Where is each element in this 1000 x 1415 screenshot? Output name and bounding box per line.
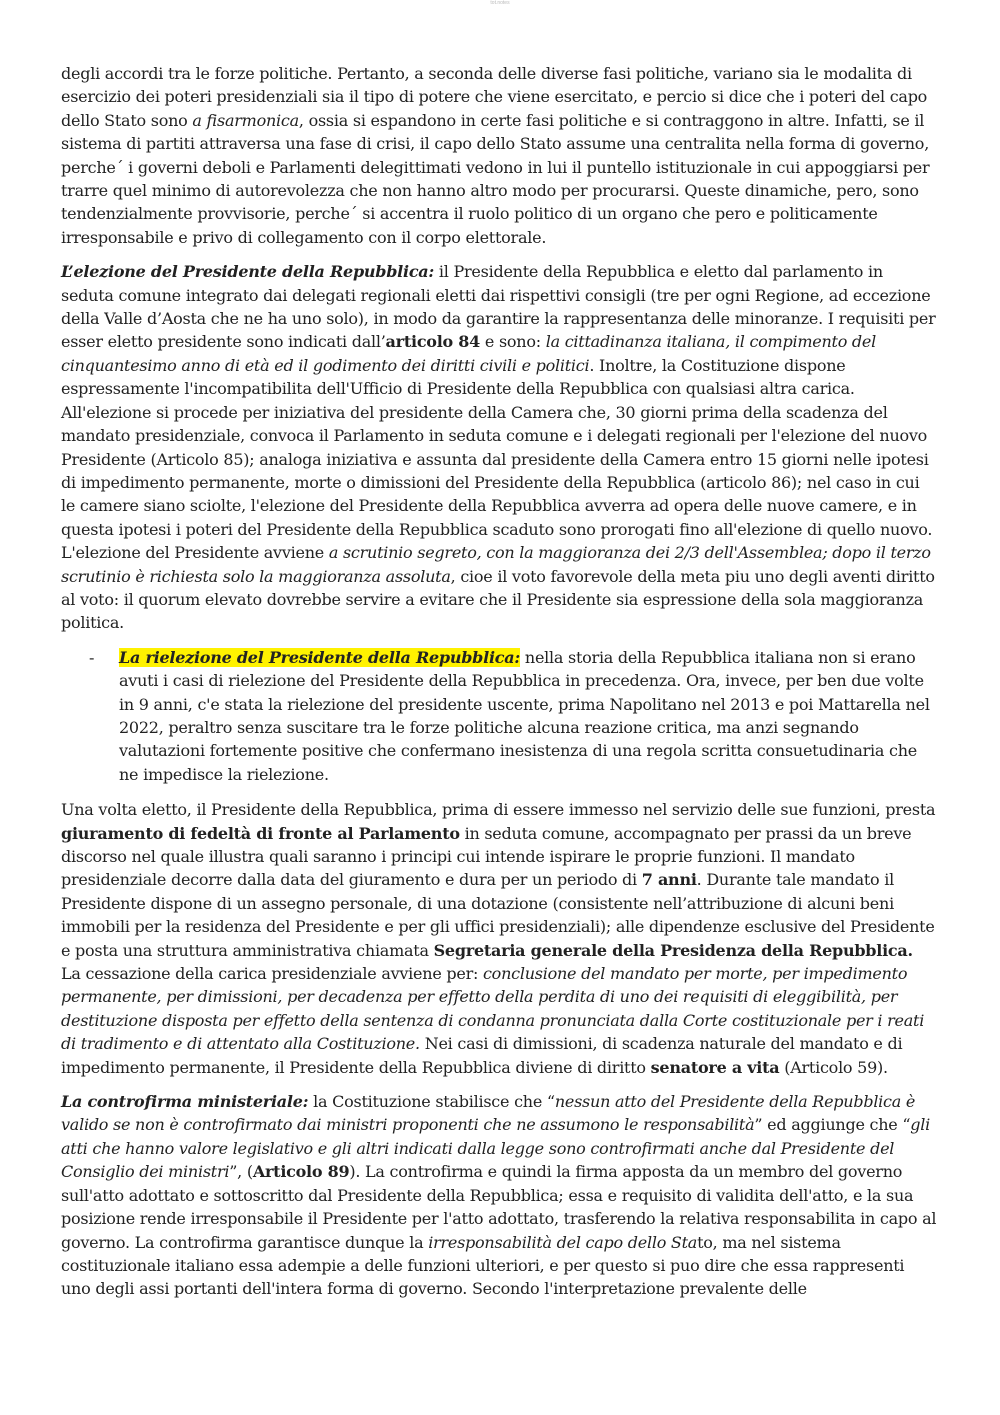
paragraph-controfirma: La controfirma ministeriale: la Costituzione stabilisce che “nessun atto del Presidente della Repubblica è valido se non è controfirmato dai ministri proponenti che ne assumono le responsabilità” ed aggiunge che “gli atti che hanno valore legislativo e gli altri indicati dalla legge sono controfirmati anche dal Presidente del Consiglio dei ministri”, (Articolo 89). La controfirma e quindi la firma apposta da un membro del governo sull'atto adottato e sottoscritto dal Presidente della Repubblica; essa e requisito di validita dell'atto, e la sua posizione rende irresponsabile il Presidente per l'atto adottato, trasferendo la relativa responsabilita in capo al governo. La controfirma garantisce dunque la irresponsabilità del capo dello Stato, ma nel sistema costituzionale italiano essa adempie a delle funzioni ulteriori, e per questo si puo dire che essa rappresenti uno degli assi portanti dell'intera forma di governo. Secondo l'interpretazione prevalente delle [61,1092,937,1299]
bullet-dash: - [89,647,95,667]
highlighted-heading-rielezione: La rielezione del Presidente della Repubblica: [119,647,521,667]
paragraph-giuramento: Una volta eletto, il Presidente della Repubblica, prima di essere immesso nel servizio delle sue funzioni, presta giuramento di fedeltà di fronte al Parlamento in seduta comune, accompagnato per prassi da un breve discorso nel quale illustra quali saranno i principi cui intende ispirare le proprie funzioni. Il mandato presidenziale decorre dalla data del giuramento e dura per un periodo di 7 anni. Durante tale mandato il Presidente dispone di un assegno personale, di una dotazione (consistente nell’attribuzione di alcuni beni immobili per la residenza del Presidente e per gli uffici presidenziali); alle dipendenze esclusive del Presidente e posta una struttura amministrativa chiamata Segretaria generale della Presidenza della Repubblica. La cessazione della carica presidenziale avviene per: conclusione del mandato per morte, per impedimento permanente, per dimissioni, per decadenza per effetto della perdita di uno dei requisiti di eleggibilità, per destituzione disposta per effetto della sentenza di condanna pronunciata dalla Corte costituzionale per i reati di tradimento e di attentato alla Costituzione. Nei casi di dimissioni, di scadenza naturale del mandato e di impedimento permanente, il Presidente della Repubblica diviene di diritto senatore a vita (Articolo 59). [61,800,936,1077]
ref-articolo-84: articolo 84 [385,332,481,352]
ref-articolo-89: Articolo 89 [252,1162,350,1182]
term-7-anni: 7 anni [641,870,697,890]
section-heading-elezione: L’elezione del Presidente della Repubblica: [61,262,435,282]
term-irresponsabilita: irresponsabilità del capo dello Sta [428,1232,698,1252]
term-segretaria-generale: Segretaria generale della Presidenza della Repubblica. [433,940,913,960]
quote-nessun-atto: nessun atto del Presidente della Repubblica è valido se non è controfirmato dai ministri proponenti che ne assumono le responsabilità [61,1092,916,1135]
term-giuramento: giuramento di fedeltà di fronte al Parlamento [61,823,460,843]
bullet-list [61,646,937,786]
list-item-rielezione: - La rielezione del Presidente della Repubblica: nella storia della Repubblica italiana non si erano avuti i casi di rielezione del Presidente della Repubblica in precedenza. Ora, invece, per ben due volte in 9 anni, c'e stata la rielezione del presidente uscente, prima Napolitano nel 2013 e poi Mattarella nel 2022, peraltro senza suscitare tra le forze politiche alcuna reazione critica, ma anzi segnando valutazioni fortemente positive che confermano inesistenza di una regola scritta consuetudinaria che ne impedisce la rielezione. [89,647,930,784]
scrutinio-text: a scrutinio segreto, con la maggioranza dei 2/3 dell'Assemblea; dopo il terzo scrutinio è richiesta solo la maggioranza assoluta [61,543,931,586]
page-header: tot.notes [490,0,510,6]
cessazione-text: conclusione del mandato per morte, per impedimento permanente, per dimissioni, per decadenza per effetto della perdita di uno dei requisiti di eleggibilità, per destituzione disposta per effetto della sentenza di condanna pronunciata dalla Corte costituzionale per i reati di tradimento e di attentato alla Costituzione. [61,964,925,1054]
term-fisarmonica: a fisarmonica [192,110,299,130]
paragraph-elezione: L’elezione del Presidente della Repubblica: il Presidente della Repubblica e eletto dal parlamento in seduta comune integrato dai delegati regionali eletti dai rispettivi consigli (tre per ogni Regione, ad eccezione della Valle d’Aosta che ne ha uno solo), in modo da garantire la rappresentanza delle minoranze. I requisiti per esser eletto presidente sono indicati dall’articolo 84 e sono: la cittadinanza italiana, il compimento del cinquantesimo anno di età ed il godimento dei diritti civili e politici. Inoltre, la Costituzione dispone espressamente l'incompatibilita dell'Ufficio di Presidente della Repubblica con qualsiasi altra carica. All'elezione si procede per iniziativa del presidente della Camera che, 30 giorni prima della scadenza del mandato presidenziale, convoca il Parlamento in seduta comune e i delegati regionali per l'elezione del nuovo Presidente (Articolo 85); analoga iniziativa e assunta dal presidente della Camera entro 15 giorni nelle ipotesi di impedimento permanente, morte o dimissioni del Presidente della Repubblica (articolo 86); nel caso in cui le camere siano sciolte, l'elezione del Presidente della Repubblica avverra ad opera delle nuove camere, e in questa ipotesi i poteri del Presidente della Repubblica scaduto sono prorogati fino all'elezione di quello nuovo. L'elezione del Presidente avviene a scrutinio segreto, con la maggioranza dei 2/3 dell'Assemblea; dopo il terzo scrutinio è richiesta solo la maggioranza assoluta, cioe il voto favorevole della meta piu uno degli aventi diritto al voto: il quorum elevato dovrebbe servire a evitare che il Presidente sia espressione della sola maggioranza politica. [61,262,936,633]
paragraph-fisarmonica: degli accordi tra le forze politiche. Pertanto, a seconda delle diverse fasi politiche, variano sia le modalita di esercizio dei poteri presidenziali sia il tipo di potere che viene esercitato, e percio si dice che i poteri del capo dello Stato sono a fisarmonica, ossia si espandono in certe fasi politiche e si contraggono in altre. Infatti, se il sistema di partiti attraversa una fase di crisi, il capo dello Stato assume una centralita nella forma di governo, perche´ i governi deboli e Parlamenti delegittimati vedono in lui il puntello istituzionale in cui appoggiarsi per trarre quel minimo di autorevolezza che non hanno altro modo per procurarsi. Queste dinamiche, pero, sono tendenzialmente provvisorie, perche´ si accentra il ruolo politico di un organo che pero e politicamente irresponsabile e privo di collegamento con il corpo elettorale. [61,64,930,247]
quote-atti-valore-legislativo: gli atti che hanno valore legislativo e gli altri indicati dalla legge sono controfirmati anche dal Presidente del Consiglio dei ministri [61,1115,930,1182]
section-heading-controfirma: La controfirma ministeriale: [61,1092,309,1112]
document-body [61,62,937,1312]
requisiti-text: la cittadinanza italiana, il compimento del cinquantesimo anno di età ed il godimento dei diritti civili e politici [61,332,876,375]
term-senatore-a-vita: senatore a vita [650,1057,780,1077]
